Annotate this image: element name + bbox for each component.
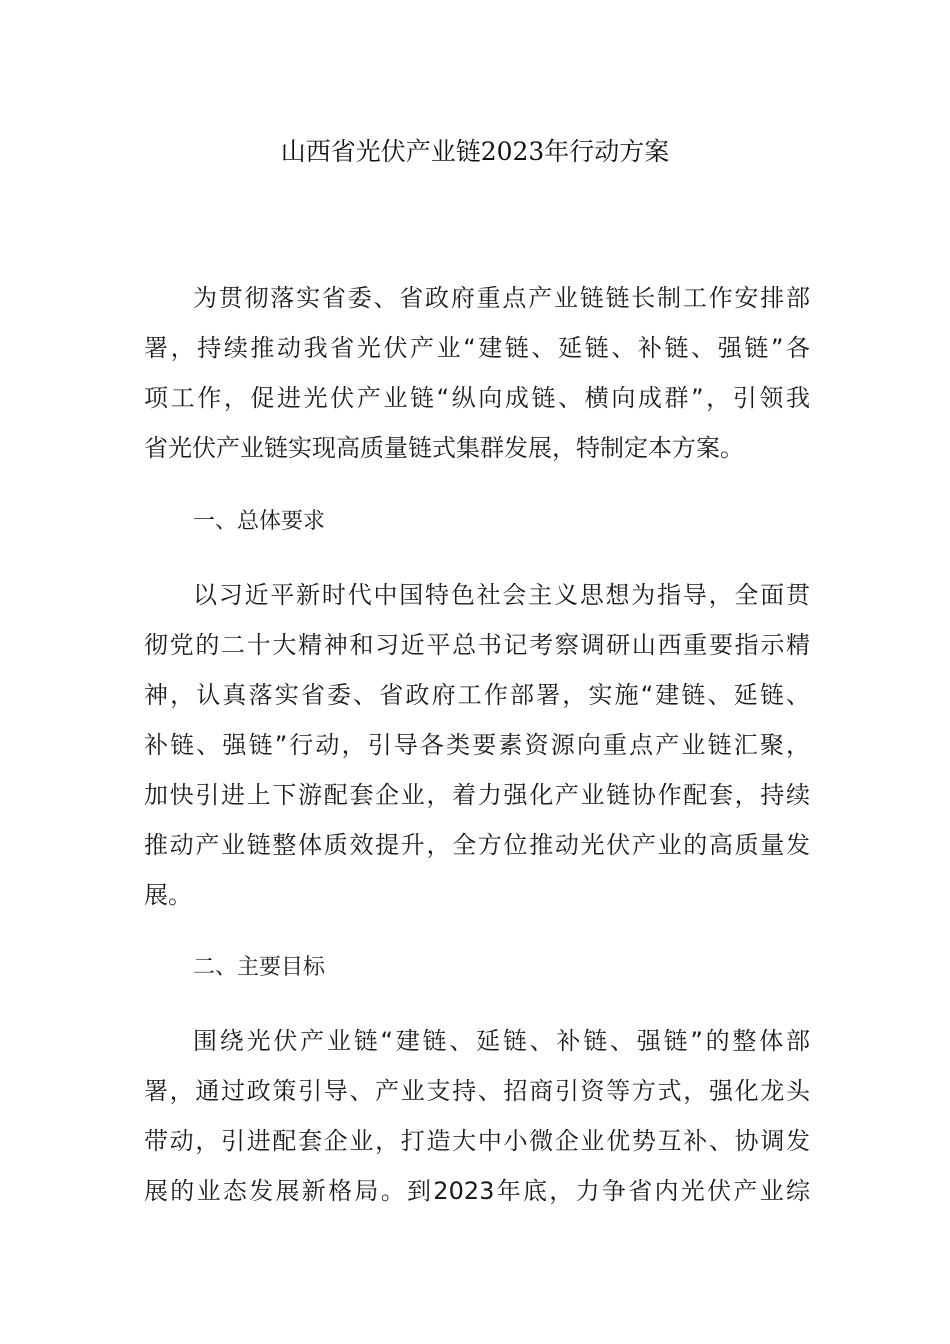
section2-paragraph bbox=[144, 1016, 810, 1216]
paragraph-line: 以习近平新时代中国特色社会主义思想为指导，全面贯 bbox=[193, 581, 810, 609]
paragraph-line: 带动，引进配套企业，打造大中小微企业优势互补、协调发 bbox=[144, 1127, 810, 1155]
paragraph-line: 项工作，促进光伏产业链“纵向成链、横向成群”，引领我 bbox=[144, 384, 810, 412]
paragraph-line: 署，持续推动我省光伏产业“建链、延链、补链、强链”各 bbox=[144, 334, 810, 362]
paragraph-line: 展。 bbox=[144, 881, 192, 909]
paragraph-line: 围绕光伏产业链“建链、延链、补链、强链”的整体部 bbox=[193, 1027, 810, 1055]
section-heading-overall-requirements: 一、总体要求 bbox=[193, 509, 326, 534]
paragraph-line: 加快引进上下游配套企业，着力强化产业链协作配套，持续 bbox=[144, 781, 810, 809]
paragraph-line: 为贯彻落实省委、省政府重点产业链链长制工作安排部 bbox=[193, 284, 810, 312]
paragraph-line: 推动产业链整体质效提升，全方位推动光伏产业的高质量发 bbox=[144, 831, 810, 859]
paragraph-line: 补链、强链”行动，引导各类要素资源向重点产业链汇聚， bbox=[144, 731, 810, 759]
section1-paragraph bbox=[144, 570, 810, 920]
intro-paragraph bbox=[144, 273, 810, 473]
section-heading-main-goals: 二、主要目标 bbox=[193, 955, 326, 980]
paragraph-line: 展的业态发展新格局。到2023年底，力争省内光伏产业综 bbox=[144, 1177, 810, 1205]
document-title: 山西省光伏产业链2023年行动方案 bbox=[280, 137, 670, 166]
paragraph-line: 署，通过政策引导、产业支持、招商引资等方式，强化龙头 bbox=[144, 1077, 810, 1105]
paragraph-line: 省光伏产业链实现高质量链式集群发展，特制定本方案。 bbox=[144, 434, 744, 462]
paragraph-line: 彻党的二十大精神和习近平总书记考察调研山西重要指示精 bbox=[144, 631, 810, 659]
paragraph-line: 神，认真落实省委、省政府工作部署，实施“建链、延链、 bbox=[144, 681, 810, 709]
